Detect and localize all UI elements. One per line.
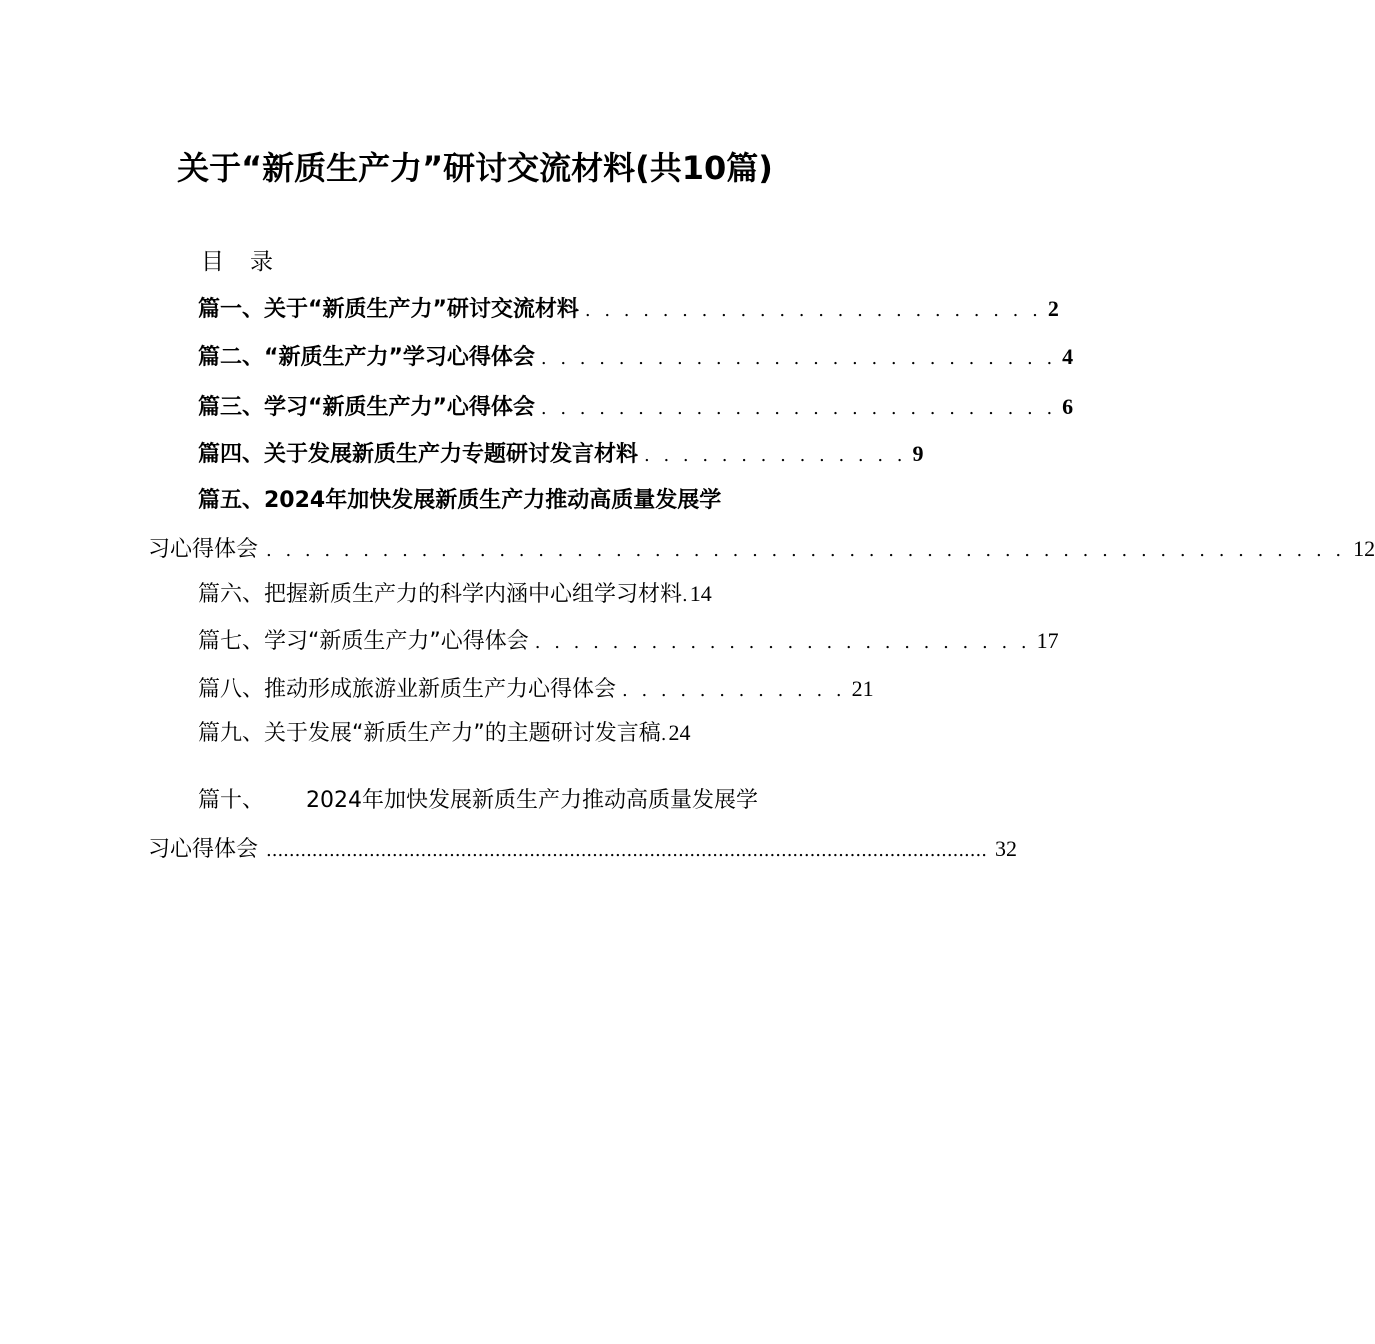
document-title: 关于“新质生产力”研讨交流材料(共10篇): [177, 149, 773, 187]
toc-entry-title: 篇一、关于“新质生产力”研讨交流材料: [198, 297, 579, 322]
toc-leader-dots: . . . . . . . . . . . . . . . . . . . . . . . . . .: [534, 632, 1031, 653]
toc-entry-1[interactable]: [198, 292, 1059, 326]
toc-entry-9[interactable]: [198, 716, 808, 750]
toc-entry-page: 6: [1062, 394, 1074, 419]
toc-entry-page: 12: [1353, 536, 1375, 561]
toc-entry-10[interactable]: [198, 784, 808, 818]
toc-entry-title-cont: 习心得体会: [148, 537, 259, 562]
toc-leader-dots: . . . . . . . . . . . . . .: [644, 445, 907, 466]
toc-heading-right: 录: [250, 249, 273, 275]
toc-entry-4[interactable]: [198, 437, 924, 471]
toc-leader-dots: .: [682, 585, 688, 606]
toc-entry-title: 篇九、关于发展“新质生产力”的主题研讨发言稿: [198, 721, 661, 746]
toc-entry-page: 4: [1062, 344, 1074, 369]
toc-entry-title-cont: 习心得体会: [148, 837, 259, 862]
toc-entry-7[interactable]: [198, 624, 1059, 658]
toc-entry-6[interactable]: [198, 577, 808, 611]
toc-leader-dots: . . . . . . . . . . . . . . . . . . . . . . . . . . .: [540, 348, 1057, 369]
toc-entry-title: 2024年加快发展新质生产力推动高质量发展学: [306, 788, 759, 813]
toc-entry-page: 9: [912, 441, 924, 466]
toc-entry-5-line2[interactable]: [148, 532, 1375, 566]
toc-entry-title: 篇六、把握新质生产力的科学内涵中心组学习材料: [198, 582, 683, 607]
toc-entry-prefix: 篇十、: [198, 788, 265, 813]
toc-heading-left: 目: [201, 249, 224, 275]
toc-leader-dots: . . . . . . . . . . . . . . . . . . . . . . . . . . . . . . . . . . . . . . . . . . . . . . . . . . . . . . . .: [266, 540, 1346, 561]
toc-leader-dots: . . . . . . . . . . . . . . . . . . . . . . . . . . .: [540, 398, 1057, 419]
toc-entry-page: 2: [1047, 296, 1059, 321]
toc-entry-page: 32: [994, 836, 1017, 861]
toc-leader-dots: ..............................................................................................................................: [266, 840, 987, 861]
toc-entry-title: 篇三、学习“新质生产力”心得体会: [198, 395, 535, 420]
toc-entry-8[interactable]: [198, 672, 874, 706]
toc-entry-title: 篇四、关于发展新质生产力专题研讨发言材料: [198, 442, 639, 467]
toc-entry-page: 14: [689, 581, 712, 606]
toc-leader-dots: . . . . . . . . . . . .: [622, 680, 846, 701]
toc-entry-3[interactable]: [198, 390, 1074, 424]
toc-leader-dots: . . . . . . . . . . . . . . . . . . . . . . . .: [584, 300, 1042, 321]
toc-entry-2[interactable]: [198, 340, 1074, 374]
toc-entry-page: 24: [668, 720, 691, 745]
toc-entry-title: 篇八、推动形成旅游业新质生产力心得体会: [198, 677, 617, 702]
toc-entry-10-line2[interactable]: [148, 832, 1017, 866]
toc-entry-title: 篇七、学习“新质生产力”心得体会: [198, 629, 529, 654]
toc-entry-title: 篇二、“新质生产力”学习心得体会: [198, 345, 535, 370]
toc-leader-dots: .: [660, 724, 667, 745]
toc-entry-5[interactable]: 篇五、2024年加快发展新质生产力推动高质量发展学: [198, 488, 722, 513]
toc-entry-page: 17: [1036, 628, 1059, 653]
toc-entry-page: 21: [851, 676, 874, 701]
toc-heading: [201, 246, 273, 278]
